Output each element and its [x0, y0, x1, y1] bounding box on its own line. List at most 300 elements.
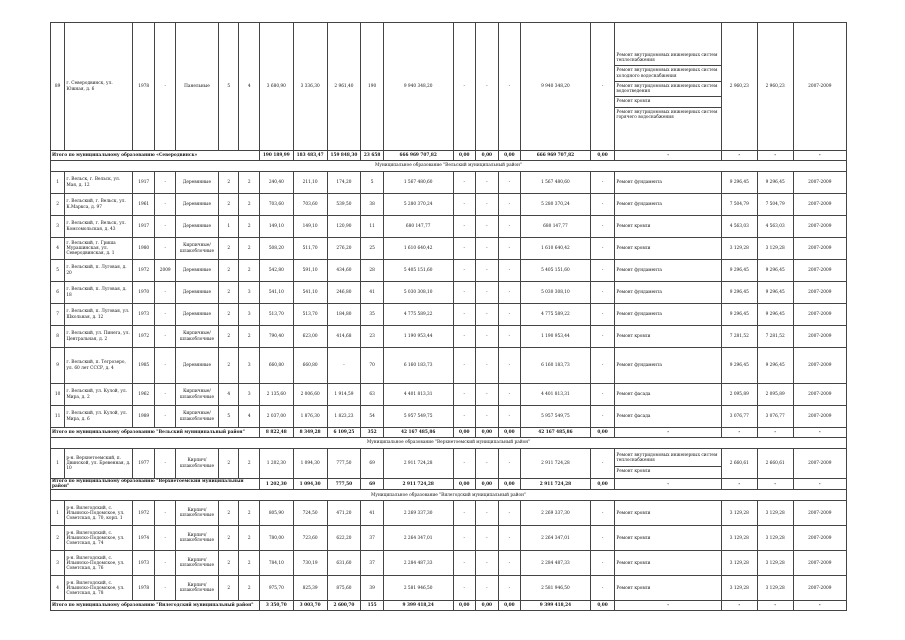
total-cost: 9 399 418,24 [383, 601, 453, 611]
cell-addr: г. Вельский, п. Тегрозеро, ул. 60 лет СССР, д. 4 [65, 348, 133, 384]
total-cost: 666 969 707,82 [383, 151, 453, 161]
cell-cost: 5 405 151,60 [383, 260, 453, 282]
cell-en: 2 [239, 216, 259, 238]
table-row [51, 23, 847, 151]
cell-own: 2 284 487,33 [521, 551, 591, 576]
total-term: - [793, 428, 846, 438]
total-mun: 159 848,30 [327, 151, 361, 161]
cell-own: 5 957 549,75 [521, 406, 591, 428]
cell-wall: Кирпич/ шлакоблочные [175, 576, 218, 601]
cell-works [615, 348, 722, 384]
cell-o2: - [590, 326, 615, 348]
cell-mc: 3 129,28 [757, 238, 793, 260]
cell-own: 1 610 640,42 [521, 238, 591, 260]
cell-f3: - [498, 384, 521, 406]
cell-area: 1 202,30 [259, 449, 293, 479]
cell-f3: - [498, 282, 521, 304]
cell-en: 2 [239, 526, 259, 551]
total-mc: - [757, 601, 793, 611]
cell-addr: р-н. Вилегодский, с. Ильинско-Подомское, ул. Советская, д. 76 [65, 551, 133, 576]
cell-f3: - [498, 304, 521, 326]
cell-cost: 2 269 337,30 [383, 501, 453, 526]
cell-f3: - [498, 551, 521, 576]
cell-wall: Деревянные [175, 172, 218, 194]
total-ppl: 155 [361, 601, 384, 611]
cell-cost: 2 264 347,01 [383, 526, 453, 551]
cell-works [615, 216, 722, 238]
cell-works [615, 326, 722, 348]
table-row [51, 551, 847, 576]
cell-en: 2 [239, 172, 259, 194]
cell-mc: 9 296,45 [757, 260, 793, 282]
cell-mun: 246,80 [327, 282, 361, 304]
cell-uc: 7 504,79 [721, 194, 757, 216]
cell-yr: - [155, 449, 175, 479]
cell-f2: - [476, 576, 499, 601]
cell-works [615, 172, 722, 194]
cell-n: 2 [51, 194, 65, 216]
cell-area: 2 037,00 [259, 406, 293, 428]
cell-yb: 1972 [132, 326, 155, 348]
cell-f1: - [453, 216, 476, 238]
cell-addr: р-н. Верхнетоемский, п. Двинской, ул. Бревенная, д. 10 [65, 449, 133, 479]
cell-f3: - [498, 238, 521, 260]
cell-uc: 3 129,28 [721, 526, 757, 551]
cell-f2: - [476, 172, 499, 194]
cell-mun: 622,20 [327, 526, 361, 551]
cell-ppl: 25 [361, 238, 384, 260]
total-w: - [615, 479, 722, 490]
table-row [51, 172, 847, 194]
cell-liv: 1 094,30 [293, 449, 327, 479]
cell-term: 2007-2009 [793, 501, 846, 526]
total-w: - [615, 601, 722, 611]
cell-uc: 9 296,45 [721, 172, 757, 194]
cell-liv: 149,10 [293, 216, 327, 238]
cell-mc: 9 296,45 [757, 304, 793, 326]
cell-uc: 7 281,52 [721, 326, 757, 348]
cell-mc: 3 129,28 [757, 501, 793, 526]
cell-fl: 2 [218, 304, 238, 326]
cell-addr: г. Вельский, г. Гриша Мурашинская, ул. Северодвинская, д. 1 [65, 238, 133, 260]
total-label: Итого по муниципальному образованию «Северодвинск» [51, 151, 260, 161]
cell-uc: 2 660,61 [721, 449, 757, 479]
table-row [51, 238, 847, 260]
cell-own: 9 940 348,20 [521, 23, 591, 151]
total-o2: 0,00 [590, 479, 615, 490]
total-row [51, 601, 847, 611]
cell-fl: 2 [218, 576, 238, 601]
cell-own: 4 775 589,22 [521, 304, 591, 326]
cell-cost: 4 401 813,31 [383, 384, 453, 406]
cell-yr: - [155, 216, 175, 238]
cell-own: 2 911 724,28 [521, 449, 591, 479]
cell-addr: г. Вельский, ул. Кулой, ул. Мира, д. 6 [65, 406, 133, 428]
cell-fl: 2 [218, 260, 238, 282]
total-cost: 42 167 485,86 [383, 428, 453, 438]
cell-cost: 5 280 370,24 [383, 194, 453, 216]
cell-cost: 4 775 589,22 [383, 304, 453, 326]
total-area: 8 822,48 [259, 428, 293, 438]
cell-fl: 2 [218, 501, 238, 526]
total-uc: - [721, 601, 757, 611]
cell-works [615, 526, 722, 551]
table-row [51, 216, 847, 238]
cell-fl: 2 [218, 326, 238, 348]
cell-mun: 276,20 [327, 238, 361, 260]
cell-term: 2007-2009 [793, 23, 846, 151]
work-item: Ремонт фундамента [616, 362, 662, 368]
cell-mc: 2 095,89 [757, 384, 793, 406]
cell-f1: - [453, 172, 476, 194]
total-area: 190 189,99 [259, 151, 293, 161]
total-w: - [615, 151, 722, 161]
cell-yb: 1917 [132, 216, 155, 238]
total-f1: 0,00 [453, 601, 476, 611]
cell-f2: - [476, 304, 499, 326]
cell-term: 2007-2009 [793, 326, 846, 348]
cell-term: 2007-2009 [793, 348, 846, 384]
cell-yr: - [155, 194, 175, 216]
total-f3: 0,00 [498, 479, 521, 490]
total-f2: 0,00 [476, 428, 499, 438]
cell-fl: 2 [218, 238, 238, 260]
total-row [51, 479, 847, 490]
total-liv: 1 094,30 [293, 479, 327, 490]
cell-own: 6 160 183,73 [521, 348, 591, 384]
cell-addr: г. Вельск, г. Вельск, ул. Мая, д. 12 [65, 172, 133, 194]
section-header-row [51, 438, 847, 449]
cell-f2: - [476, 551, 499, 576]
cell-works [615, 406, 722, 428]
cell-liv: 723,60 [293, 526, 327, 551]
cell-f3: - [498, 501, 521, 526]
cell-n: 2 [51, 526, 65, 551]
total-mun: 6 109,25 [327, 428, 361, 438]
cell-term: 2007-2009 [793, 282, 846, 304]
total-liv: 3 003,70 [293, 601, 327, 611]
cell-wall: Деревянные [175, 260, 218, 282]
cell-yr: - [155, 406, 175, 428]
cell-addr: г. Вельский, п. Луговая, д. 18 [65, 282, 133, 304]
total-mc: - [757, 428, 793, 438]
cell-ppl: 54 [361, 406, 384, 428]
cell-area: 780,00 [259, 526, 293, 551]
cell-yr: - [155, 304, 175, 326]
cell-fl: 2 [218, 348, 238, 384]
total-f1: 0,00 [453, 151, 476, 161]
cell-f3: - [498, 406, 521, 428]
cell-yr: - [155, 384, 175, 406]
cell-cost: 1 567 480,60 [383, 172, 453, 194]
cell-cost: 1 190 953,44 [383, 326, 453, 348]
cell-liv: 513,70 [293, 304, 327, 326]
cell-cost: 2 911 724,28 [383, 449, 453, 479]
total-area: 3 350,70 [259, 601, 293, 611]
cell-mc: 2 660,61 [757, 449, 793, 479]
total-f3: 0,00 [498, 428, 521, 438]
cell-f2: - [476, 449, 499, 479]
cell-own: 5 280 370,24 [521, 194, 591, 216]
cell-f1: - [453, 406, 476, 428]
cell-ppl: 41 [361, 282, 384, 304]
cell-o2: - [590, 526, 615, 551]
total-liv: 8 349,28 [293, 428, 327, 438]
cell-yb: 1972 [132, 501, 155, 526]
cell-area: 240,40 [259, 172, 293, 194]
cell-addr: р-н. Вилегодский, с. Ильинско-Подомское, ул. Советская, д. 74 [65, 526, 133, 551]
cell-mc: 3 129,28 [757, 551, 793, 576]
housing-repair-table [50, 22, 847, 611]
cell-term: 2007-2009 [793, 260, 846, 282]
total-f2: 0,00 [476, 479, 499, 490]
total-own: 42 167 485,86 [521, 428, 591, 438]
total-own: 666 969 707,82 [521, 151, 591, 161]
cell-addr: г. Вельский, п. Луговая, д. 20 [65, 260, 133, 282]
cell-n: 11 [51, 406, 65, 428]
cell-works [615, 551, 722, 576]
cell-f2: - [476, 406, 499, 428]
cell-own: 5 405 151,60 [521, 260, 591, 282]
cell-o2: - [590, 576, 615, 601]
cell-cost: 5 957 549,75 [383, 406, 453, 428]
total-row [51, 428, 847, 438]
total-w: - [615, 428, 722, 438]
cell-o2: - [590, 282, 615, 304]
cell-o2: - [590, 406, 615, 428]
section-header-row [51, 490, 847, 501]
cell-f1: - [453, 551, 476, 576]
cell-f3: - [498, 526, 521, 551]
section-header: Муниципальное образование "Верхнетоемский муниципальный район" [51, 438, 847, 449]
cell-ppl: 70 [361, 348, 384, 384]
cell-wall: Деревянные [175, 348, 218, 384]
cell-mc: 9 296,45 [757, 172, 793, 194]
cell-ppl: 28 [361, 260, 384, 282]
table-row [51, 501, 847, 526]
cell-ppl: 190 [361, 23, 384, 151]
cell-mc: 4 563,03 [757, 216, 793, 238]
cell-f3: - [498, 194, 521, 216]
table-row [51, 348, 847, 384]
cell-term: 2007-2009 [793, 194, 846, 216]
cell-addr: г. Вельский, ул. Пинега, ул. Центральная, д. 2 [65, 326, 133, 348]
cell-en: 2 [239, 326, 259, 348]
cell-yb: 1917 [132, 172, 155, 194]
cell-f2: - [476, 526, 499, 551]
cell-mun: 539,50 [327, 194, 361, 216]
cell-o2: - [590, 449, 615, 479]
cell-mc: 9 296,45 [757, 282, 793, 304]
cell-mun: 174,20 [327, 172, 361, 194]
cell-ppl: 35 [361, 304, 384, 326]
table-row [51, 194, 847, 216]
cell-liv: 724,50 [293, 501, 327, 526]
cell-mun: 434,60 [327, 260, 361, 282]
cell-term: 2007-2009 [793, 384, 846, 406]
cell-works [615, 304, 722, 326]
cell-o2: - [590, 216, 615, 238]
cell-liv: 2 006,60 [293, 384, 327, 406]
cell-f1: - [453, 304, 476, 326]
cell-n: 6 [51, 282, 65, 304]
work-item: Ремонт кровли [616, 468, 651, 474]
cell-term: 2007-2009 [793, 406, 846, 428]
cell-own: 680 147,77 [521, 216, 591, 238]
cell-f3: - [498, 348, 521, 384]
cell-f3: - [498, 172, 521, 194]
cell-yb: 1972 [132, 260, 155, 282]
cell-wall: Кирпич/ шлакоблочные [175, 501, 218, 526]
cell-yb: 1977 [132, 449, 155, 479]
cell-o2: - [590, 384, 615, 406]
section-header-row [51, 161, 847, 172]
cell-addr: р-н. Вилегодский, с. Ильинско-Подомское, ул. Советская, д. 70, корп. 1 [65, 501, 133, 526]
cell-wall: Кирпичные/ шлакоблочные [175, 326, 218, 348]
cell-yr: - [155, 501, 175, 526]
total-f3: 0,00 [498, 151, 521, 161]
cell-f1: - [453, 282, 476, 304]
cell-liv: 541,10 [293, 282, 327, 304]
cell-f1: - [453, 326, 476, 348]
total-term: - [793, 479, 846, 490]
cell-area: 784,10 [259, 551, 293, 576]
cell-yb: 1978 [132, 23, 155, 151]
cell-ppl: 39 [361, 576, 384, 601]
cell-n: 1 [51, 501, 65, 526]
cell-area: 805,90 [259, 501, 293, 526]
cell-liv: 730,19 [293, 551, 327, 576]
cell-f1: - [453, 23, 476, 151]
cell-en: 3 [239, 304, 259, 326]
cell-mun: 875,60 [327, 576, 361, 601]
cell-wall: Кирпич/ шлакоблочные [175, 551, 218, 576]
cell-yr: - [155, 526, 175, 551]
cell-cost: 9 940 348,20 [383, 23, 453, 151]
work-item: Ремонт кровли [616, 245, 651, 251]
cell-works [615, 449, 722, 479]
cell-works [615, 384, 722, 406]
cell-f2: - [476, 216, 499, 238]
cell-f2: - [476, 326, 499, 348]
cell-yr: - [155, 238, 175, 260]
work-item: Ремонт внутридомовых инженерных систем теплоснабжения [615, 451, 721, 466]
cell-yr: 2009 [155, 260, 175, 282]
cell-mun: 777,50 [327, 449, 361, 479]
table-row [51, 326, 847, 348]
work-item: Ремонт фундамента [616, 201, 662, 207]
cell-addr: р-н. Вилегодский, с. Ильинско-Подомское, ул. Советская, д. 78 [65, 576, 133, 601]
cell-mun: - [327, 348, 361, 384]
cell-liv: 623,00 [293, 326, 327, 348]
cell-f3: - [498, 326, 521, 348]
cell-area: 541,10 [259, 282, 293, 304]
cell-yr: - [155, 576, 175, 601]
cell-addr: г. Вельский, г. Вельск, ул. К.Маркса, д. 97 [65, 194, 133, 216]
cell-term: 2007-2009 [793, 238, 846, 260]
cell-n: 7 [51, 304, 65, 326]
cell-en: 2 [239, 501, 259, 526]
total-liv: 183 483,47 [293, 151, 327, 161]
cell-mun: 184,80 [327, 304, 361, 326]
cell-yb: 1970 [132, 282, 155, 304]
cell-o2: - [590, 238, 615, 260]
cell-ppl: 38 [361, 194, 384, 216]
cell-area: 3 680,90 [259, 23, 293, 151]
cell-area: 542,80 [259, 260, 293, 282]
cell-yb: 1974 [132, 526, 155, 551]
cell-uc: 9 296,45 [721, 282, 757, 304]
cell-uc: 3 129,28 [721, 551, 757, 576]
table-body [51, 23, 847, 611]
total-mc: - [757, 151, 793, 161]
cell-en: 2 [239, 194, 259, 216]
cell-area: 513,70 [259, 304, 293, 326]
cell-en: 4 [239, 406, 259, 428]
work-item: Ремонт фасада [616, 391, 651, 397]
cell-liv: 1 876,30 [293, 406, 327, 428]
cell-wall: Кирпичные/ шлакоблочные [175, 406, 218, 428]
table-row [51, 406, 847, 428]
cell-term: 2007-2009 [793, 551, 846, 576]
cell-mun: 1 914,59 [327, 384, 361, 406]
cell-ppl: 41 [361, 501, 384, 526]
cell-cost: 1 610 640,42 [383, 238, 453, 260]
total-label: Итого по муниципальному образованию "Верхнетоемский муниципальный район" [51, 479, 260, 490]
work-item: Ремонт фундамента [616, 179, 662, 185]
cell-fl: 2 [218, 194, 238, 216]
cell-uc: 9 296,45 [721, 348, 757, 384]
cell-fl: 2 [218, 551, 238, 576]
cell-yb: 1962 [132, 384, 155, 406]
cell-f1: - [453, 449, 476, 479]
cell-f2: - [476, 238, 499, 260]
cell-ppl: 63 [361, 384, 384, 406]
work-item: Ремонт кровли [616, 510, 651, 516]
cell-cost: 5 030 308,10 [383, 282, 453, 304]
total-ppl: 23 658 [361, 151, 384, 161]
cell-n: 3 [51, 551, 65, 576]
cell-own: 2 581 946,50 [521, 576, 591, 601]
cell-n: 4 [51, 576, 65, 601]
cell-yb: 1985 [132, 348, 155, 384]
cell-addr: г. Вельский, п. Луговая, ул. Школьная, д. 12 [65, 304, 133, 326]
cell-uc: 3 129,28 [721, 576, 757, 601]
cell-n: 3 [51, 216, 65, 238]
cell-n: 8 [51, 326, 65, 348]
cell-f1: - [453, 384, 476, 406]
cell-yb: 1973 [132, 551, 155, 576]
work-item: Ремонт фундамента [616, 267, 662, 273]
cell-yr: - [155, 551, 175, 576]
cell-uc: 3 129,28 [721, 238, 757, 260]
cell-wall: Кирпич/ шлакоблочные [175, 449, 218, 479]
work-item: Ремонт внутридомовых инженерных систем холодного водоснабжения [615, 66, 721, 81]
cell-ppl: 5 [361, 172, 384, 194]
cell-o2: - [590, 551, 615, 576]
cell-own: 2 264 347,01 [521, 526, 591, 551]
cell-mun: 631,60 [327, 551, 361, 576]
work-item: Ремонт кровли [616, 535, 651, 541]
cell-en: 2 [239, 551, 259, 576]
cell-addr: г. Северодвинск, ул. Южная, д. 6 [65, 23, 133, 151]
cell-f1: - [453, 576, 476, 601]
cell-mc: 2 960,23 [757, 23, 793, 151]
cell-n: 1 [51, 449, 65, 479]
work-item: Ремонт фасада [616, 413, 651, 419]
total-ppl: 69 [361, 479, 384, 490]
cell-n: 1 [51, 172, 65, 194]
